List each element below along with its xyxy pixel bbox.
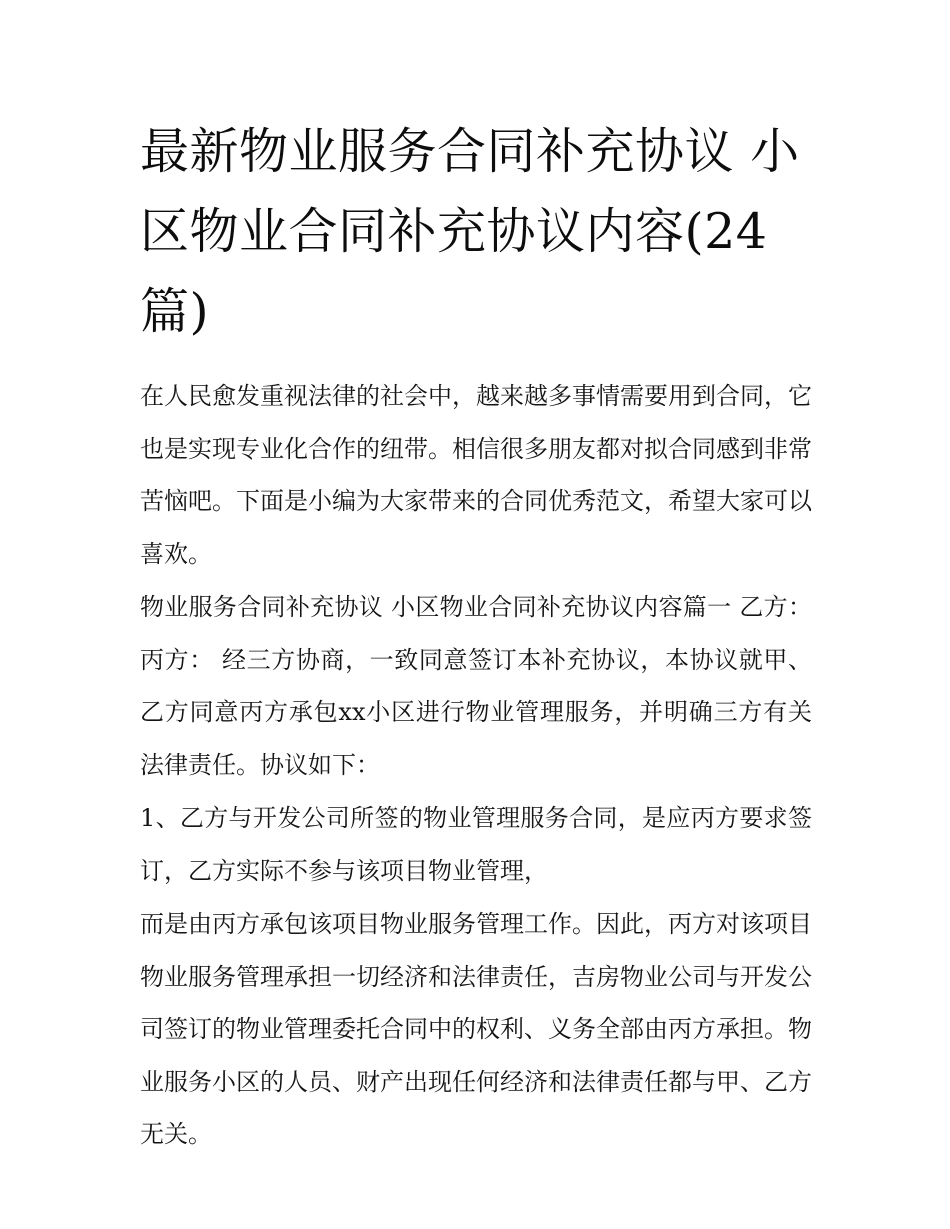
document-body	[140, 370, 812, 1161]
document-page	[140, 112, 812, 1162]
agreement-paragraph: 物业服务合同补充协议 小区物业合同补充协议内容篇一 乙方： 丙方： 经三方协商，一致同意签订本补充协议，本协议就甲、乙方同意丙方承包xx小区进行物业管理服务，并明确三方有关法律责任。协议如下：	[140, 593, 812, 779]
clause-1-continued-paragraph: 而是由丙方承包该项目物业服务管理工作。因此，丙方对该项目物业服务管理承担一切经济和法律责任，吉房物业公司与开发公司签订的物业管理委托合同中的权利、义务全部由丙方承担。物业服务小区的人员、财产出现任何经济和法律责任都与甲、乙方无关。	[140, 910, 812, 1148]
document-title: 最新物业服务合同补充协议 小区物业合同补充协议内容(24篇)	[140, 123, 800, 340]
clause-1-paragraph: 1、乙方与开发公司所签的物业管理服务合同，是应丙方要求签订，乙方实际不参与该项目物业管理，	[140, 804, 812, 885]
intro-paragraph: 在人民愈发重视法律的社会中，越来越多事情需要用到合同，它也是实现专业化合作的纽带。相信很多朋友都对拟合同感到非常苦恼吧。下面是小编为大家带来的合同优秀范文，希望大家可以喜欢。	[140, 382, 812, 568]
